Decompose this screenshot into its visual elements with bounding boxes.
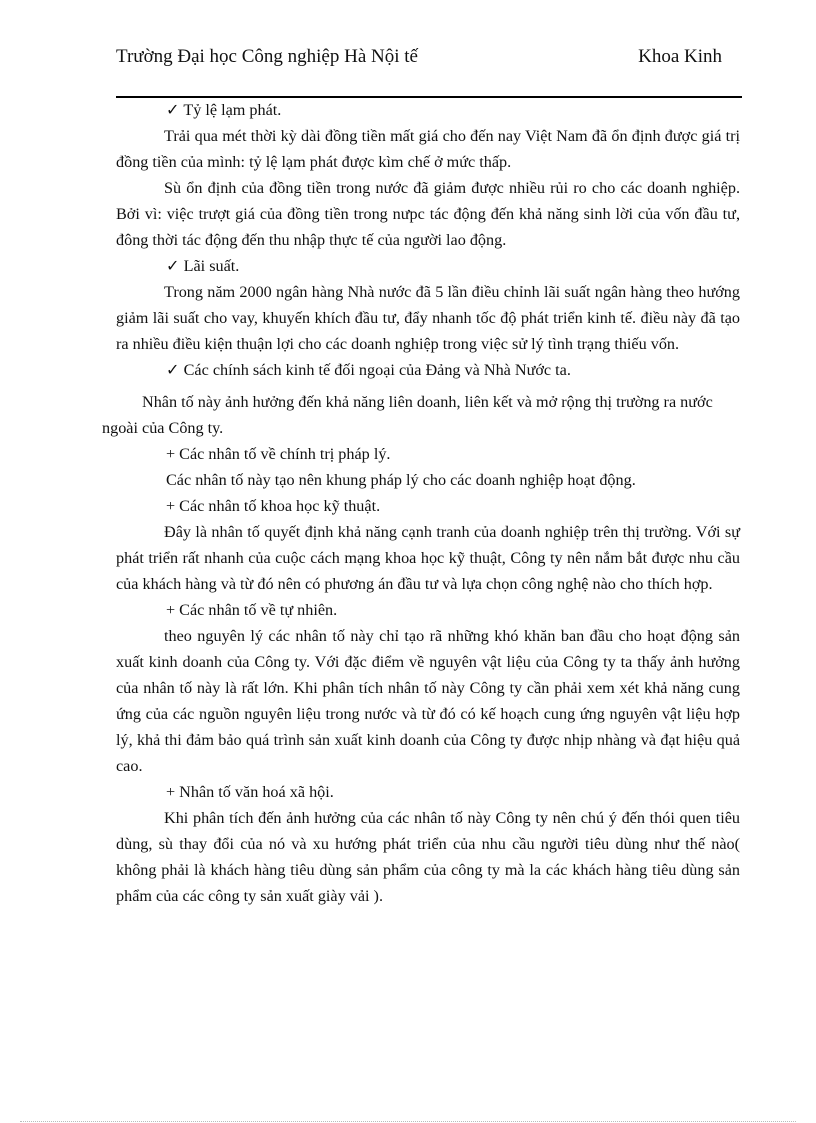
paragraph: theo nguyên lý các nhân tố này chỉ tạo rã những khó khăn ban đầu cho hoạt động sản xuất kinh doanh của Công ty. Với đặc điểm về nguyên vật liệu của Công ty ta thấy ảnh hưởng của nhân tố này là rất lớn. Khi phân tích nhân tố này Công ty cần phải xem xét khả năng cung ứng của các nguồn nguyên liệu trong nước và từ đó có kế hoạch cung ứng nguyên vật liệu hợp lý, khả thi đảm bảo quá trình sản xuất kinh doanh của Công ty được nhịp nhàng và đạt hiệu quả cao. [116, 627, 740, 775]
paragraph: Các nhân tố này tạo nên khung pháp lý cho các doanh nghiệp hoạt động. [166, 471, 636, 489]
checklist-item-policy: ✓ Các chính sách kinh tế đối ngoại của Đảng và Nhà Nước ta. [166, 361, 571, 379]
header-school: Trường Đại học Công nghiệp Hà Nội tế [116, 46, 418, 67]
paragraph: Trong năm 2000 ngân hàng Nhà nước đã 5 lần điều chỉnh lãi suất ngân hàng theo hướng giảm lãi suất cho vay, khuyến khích đầu tư, đẩy nhanh tốc độ phát triển kinh tế. điều này đã tạo ra nhiều điều kiện thuận lợi cho các doanh nghiệp trong việc sử lý tình trạng thiếu vốn. [116, 283, 740, 353]
subheading-technology: + Các nhân tố khoa học kỹ thuật. [166, 497, 381, 515]
paragraph: Sù ổn định của đồng tiền trong nước đã giảm được nhiều rủi ro cho các doanh nghiệp. Bởi vì: việc trượt giá của đồng tiền trong nưpc tác động đến khả năng sinh lời của vốn đầu tư, đông thời tác động đến thu nhập thực tế của người lao động. [116, 179, 740, 249]
header-faculty: Khoa Kinh [638, 46, 722, 67]
document-body [102, 97, 740, 909]
checklist-item-inflation: ✓ Tỷ lệ lạm phát. [166, 101, 282, 119]
paragraph: Trải qua mét thời kỳ dài đồng tiền mất giá cho đến nay Việt Nam đã ổn định được giá trị đồng tiền của mình: tỷ lệ lạm phát được kìm chế ở mức thấp. [116, 127, 740, 171]
paragraph: Nhân tố này ảnh hưởng đến khả năng liên doanh, liên kết và mở rộng thị trường ra nước ngoài của Công ty. [102, 393, 713, 437]
paragraph: Đây là nhân tố quyết định khả năng cạnh tranh của doanh nghiệp trên thị trường. Với sự phát triển rất nhanh của cuộc cách mạng khoa học kỹ thuật, Công ty nên nắm bắt được nhu cầu của khách hàng và từ đó nên có phương án đầu tư và lựa chọn công nghệ nào cho thích hợp. [116, 523, 740, 593]
page-header [116, 44, 742, 98]
subheading-politics: + Các nhân tố về chính trị pháp lý. [166, 445, 391, 463]
paragraph: Khi phân tích đến ảnh hưởng của các nhân tố này Công ty nên chú ý đến thói quen tiêu dùng, sù thay đổi của nó và xu hướng phát triển của nhu cầu người tiêu dùng như thế nào( không phải là khách hàng tiêu dùng sản phẩm của công ty mà la các khách hàng tiêu dùng sản phẩm của các công ty sản xuất giày vải ). [116, 809, 740, 905]
subheading-culture: + Nhân tố văn hoá xã hội. [166, 783, 334, 801]
page-bottom-divider [20, 1121, 796, 1122]
checklist-item-interest: ✓ Lãi suất. [166, 257, 240, 275]
subheading-nature: + Các nhân tố về tự nhiên. [166, 601, 338, 619]
